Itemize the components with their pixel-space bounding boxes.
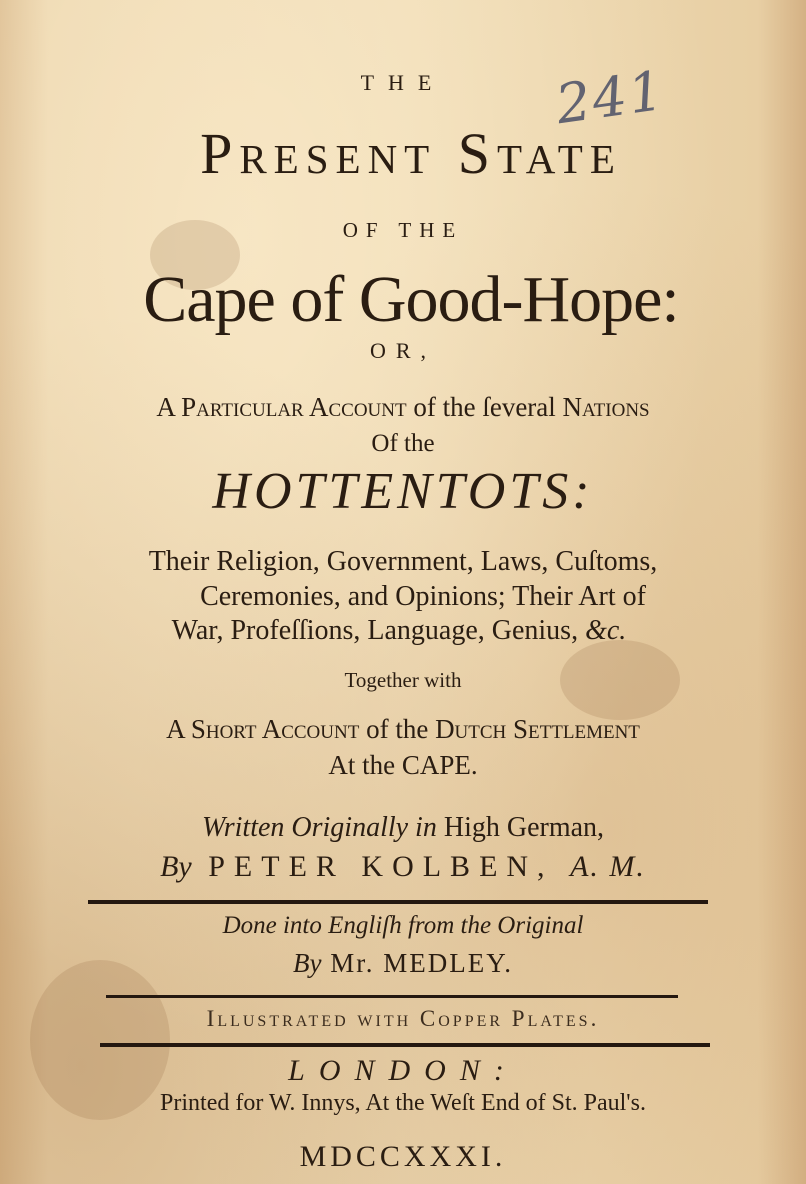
subtitle-part: Nations	[562, 392, 650, 422]
imprint-year: MDCCXXXI.	[299, 1140, 507, 1173]
subtitle-of-the: Of the	[371, 430, 435, 457]
translator-part: By	[293, 948, 322, 978]
divider-rule	[100, 1043, 710, 1047]
together-with: Together with	[344, 668, 462, 692]
short-account-part: A Short Account	[166, 714, 360, 744]
divider-rule	[106, 995, 678, 998]
subtitle-particular-account	[0, 392, 806, 423]
heading-of-the: OF THE	[342, 218, 464, 242]
contents-line-3	[0, 615, 802, 647]
translation-line: Done into Engliſh from the Original	[222, 912, 584, 939]
heading-the: THE	[360, 70, 446, 95]
illustrated-line: Illustrated with Copper Plates.	[206, 1006, 600, 1031]
short-account-line	[0, 714, 806, 745]
author-degree: A. M.	[570, 850, 646, 883]
author-line	[0, 850, 806, 884]
heading-hottentots: HOTTENTOTS:	[212, 463, 594, 520]
author-part: By	[160, 850, 192, 883]
at-the-cape: At the CAPE.	[328, 750, 478, 780]
manuscript-number: 241	[552, 58, 669, 137]
contents-line-1: Their Religion, Government, Laws, Cuſtoms,	[148, 546, 658, 577]
heading-present-state: Present State	[200, 121, 622, 186]
heading-or: OR,	[369, 338, 437, 363]
author-name: PETER KOLBEN,	[191, 850, 571, 883]
contents-part: &c.	[585, 615, 627, 646]
written-part: High German,	[436, 812, 605, 843]
contents-part: War, Profeſſions, Language, Genius,	[171, 615, 586, 646]
imprint-printer: Printed for W. Innys, At the Weſt End of St. Paul's.	[160, 1090, 646, 1116]
translator-name: Mr. MEDLEY.	[321, 948, 513, 978]
translator-line	[0, 948, 806, 979]
subtitle-part: of the ſeveral	[406, 392, 563, 422]
divider-rule	[88, 900, 708, 904]
imprint-city: LONDON:	[288, 1054, 518, 1087]
contents-line-2: Ceremonies, and Opinions; Their Art of	[200, 581, 646, 612]
heading-cape-of-good-hope: Cape of Good-Hope:	[143, 263, 679, 336]
short-account-part: Dutch Settlement	[435, 714, 640, 744]
written-part: Written Originally in	[201, 812, 437, 843]
written-originally	[0, 812, 806, 844]
short-account-part: of the	[359, 714, 436, 744]
subtitle-part: A Particular Account	[156, 392, 407, 422]
